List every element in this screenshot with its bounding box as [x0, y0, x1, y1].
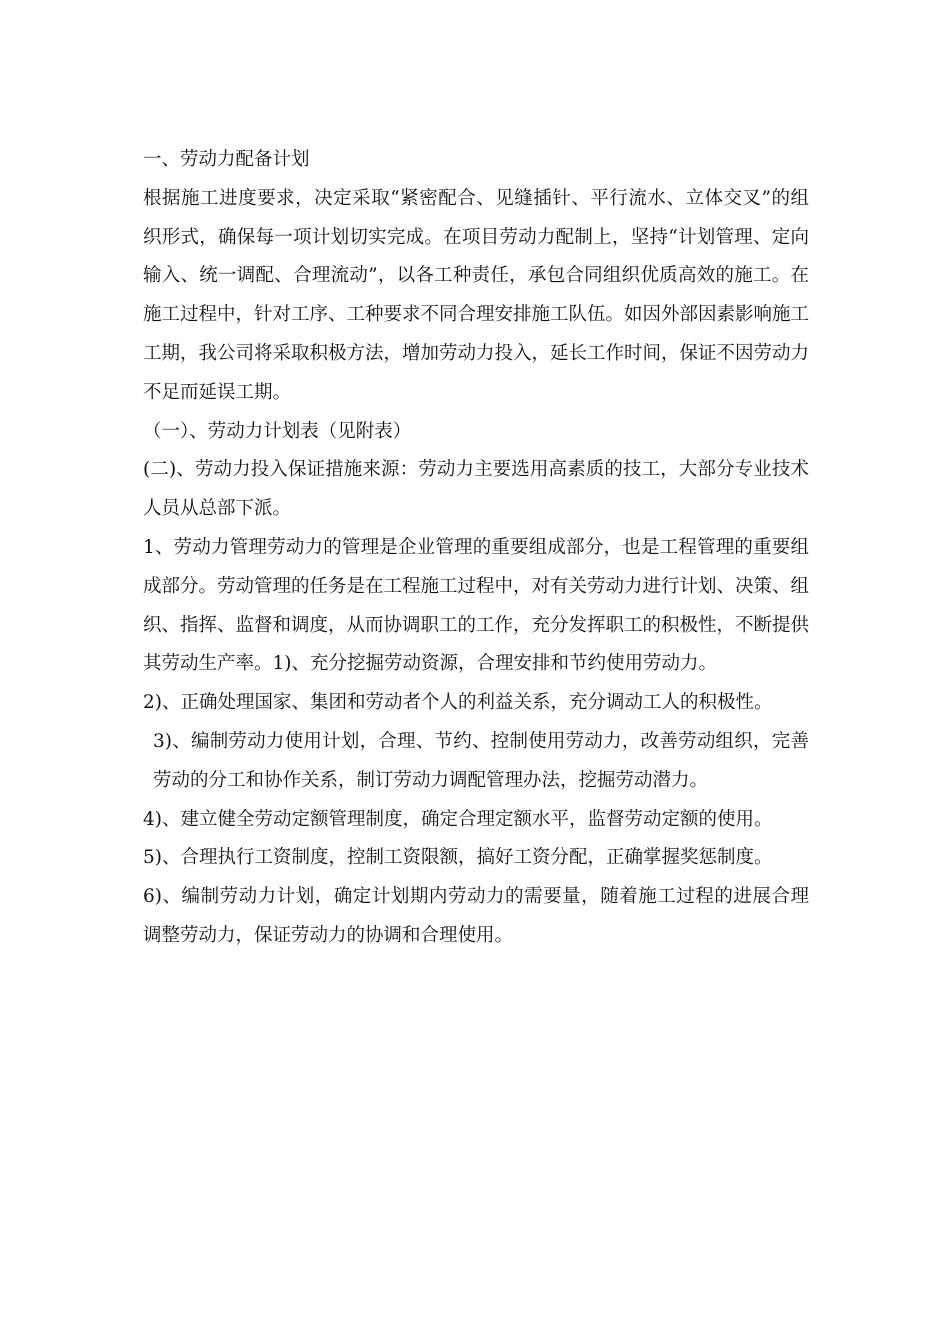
section-heading: 一、劳动力配备计划: [143, 149, 310, 170]
paragraph-intro: 根据施工进度要求，决定采取“紧密配合、见缝插针、平行流水、立体交叉”的组织形式，确保每一项计划切实完成。在项目劳动力配制上，坚持“计划管理、定向输入、统一调配、合理流动”，以各工种责任，承包合同组织优质高效的施工。在施工过程中，针对工序、工种要求不同合理安排施工队伍。如因外部因素影响施工工期，我公司将采取积极方法，增加劳动力投入，延长工作时间，保证不因劳动力不足而延误工期。: [143, 187, 810, 403]
paragraph-plan-table: （一）、劳动力计划表（见附表）: [143, 420, 412, 442]
paragraph-item-4: 4)、建立健全劳动定额管理制度，确定合理定额水平，监督劳动定额的使用。: [143, 808, 773, 830]
paragraph-labor-management: 1、劳动力管理劳动力的管理是企业管理的重要组成部分，也是工程管理的重要组成部分。劳动管理的任务是在工程施工过程中，对有关劳动力进行计划、决策、组织、指挥、监督和调度，从而协调职工的工作，充分发挥职工的积极性，不断提供其劳动生产率。1)、充分挖掘劳动资源，合理安排和节约使用劳动力。: [143, 536, 810, 675]
paragraph-guarantee-measures: (二)、劳动力投入保证措施来源：劳动力主要选用高素质的技工，大部分专业技术人员从总部下派。: [143, 459, 809, 520]
paragraph-item-3: 3)、编制劳动力使用计划，合理、节约、控制使用劳动力，改善劳动组织，完善劳动的分工和协作关系，制订劳动力调配管理办法，挖掘劳动潜力。: [153, 730, 809, 791]
paragraph-item-2: 2)、正确处理国家、集团和劳动者个人的利益关系，充分调动工人的积极性。: [143, 692, 773, 714]
document-body: [143, 141, 809, 956]
paragraph-item-6: 6)、编制劳动力计划，确定计划期内劳动力的需要量，随着施工过程的进展合理调整劳动力，保证劳动力的协调和合理使用。: [143, 886, 809, 946]
paragraph-item-5: 5)、合理执行工资制度，控制工资限额，搞好工资分配，正确掌握奖惩制度。: [143, 847, 773, 869]
